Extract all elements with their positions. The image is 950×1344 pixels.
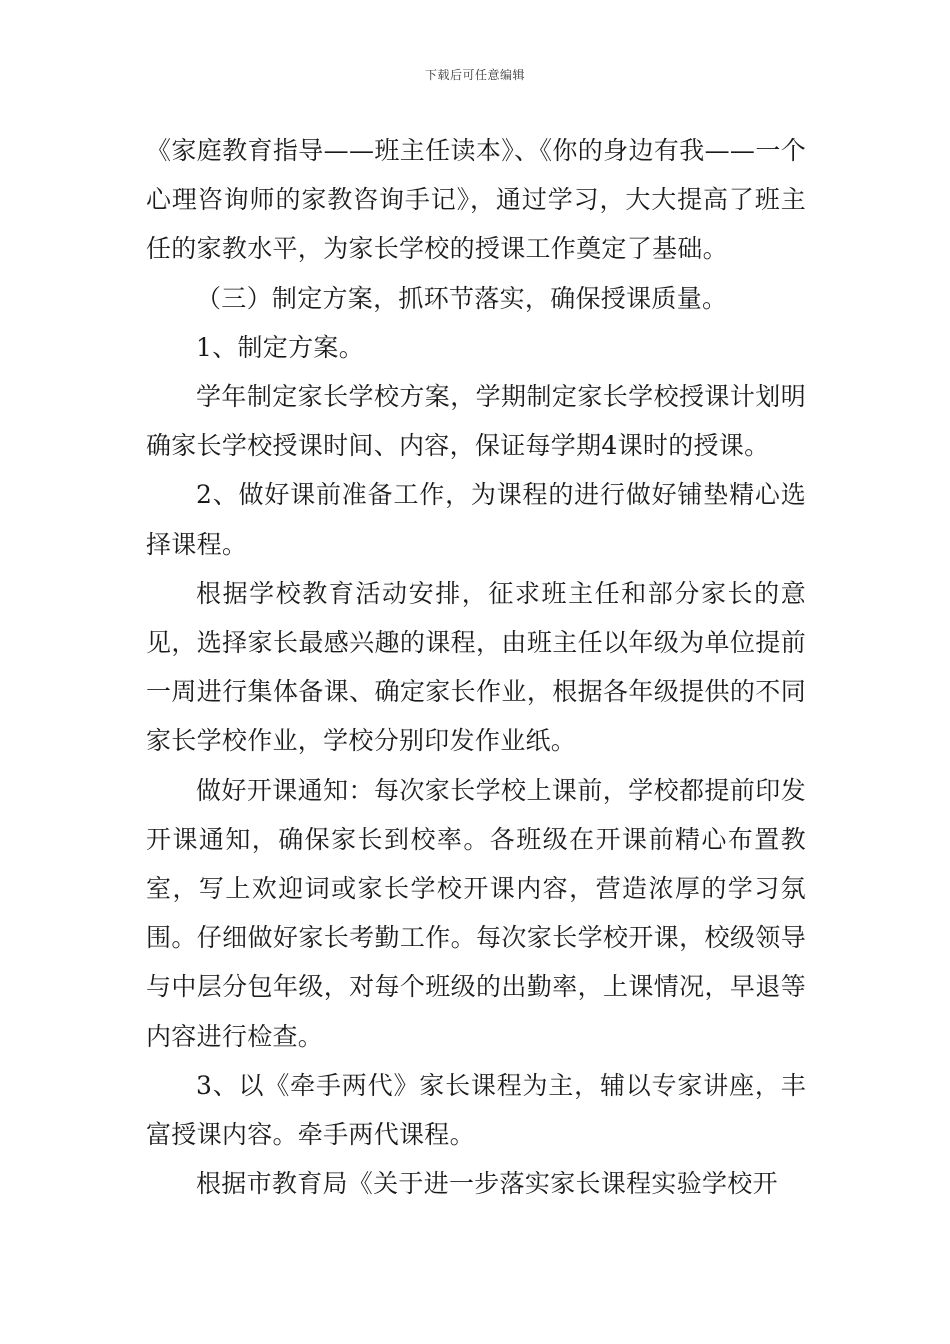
paragraph: 做好开课通知：每次家长学校上课前，学校都提前印发开课通知，确保家长到校率。各班级在开课前精心布置教室，写上欢迎词或家长学校开课内容，营造浓厚的学习氛围。仔细做好家长考勤工作。每次家长学校开课，校级领导与中层分包年级，对每个班级的出勤率，上课情况，早退等内容进行检查。: [146, 775, 806, 1051]
paragraph: 根据市教育局《关于进一步落实家长课程实验学校开: [196, 1169, 778, 1199]
paragraph: （三）制定方案，抓环节落实，确保授课质量。: [196, 283, 728, 313]
paragraph: 《家庭教育指导——班主任读本》、《你的身边有我——一个心理咨询师的家教咨询手记》，通过学习，大大提高了班主任的家教水平，为家长学校的授课工作奠定了基础。: [146, 136, 806, 264]
paragraph: 1、制定方案。: [196, 332, 365, 362]
paragraph: 3、以《牵手两代》家长课程为主，辅以专家讲座，丰富授课内容。牵手两代课程。: [146, 1070, 806, 1150]
paragraph: 根据学校教育活动安排，征求班主任和部分家长的意见，选择家长最感兴趣的课程，由班主任以年级为单位提前一周进行集体备课、确定家长作业，根据各年级提供的不同家长学校作业，学校分别印发作业纸。: [146, 578, 806, 756]
document-body: [146, 126, 806, 1208]
paragraph: 学年制定家长学校方案，学期制定家长学校授课计划明确家长学校授课时间、内容，保证每学期4课时的授课。: [146, 382, 806, 461]
paragraph: 2、做好课前准备工作，为课程的进行做好铺垫精心选择课程。: [146, 480, 806, 559]
page-header: 下载后可任意编辑: [424, 68, 525, 82]
